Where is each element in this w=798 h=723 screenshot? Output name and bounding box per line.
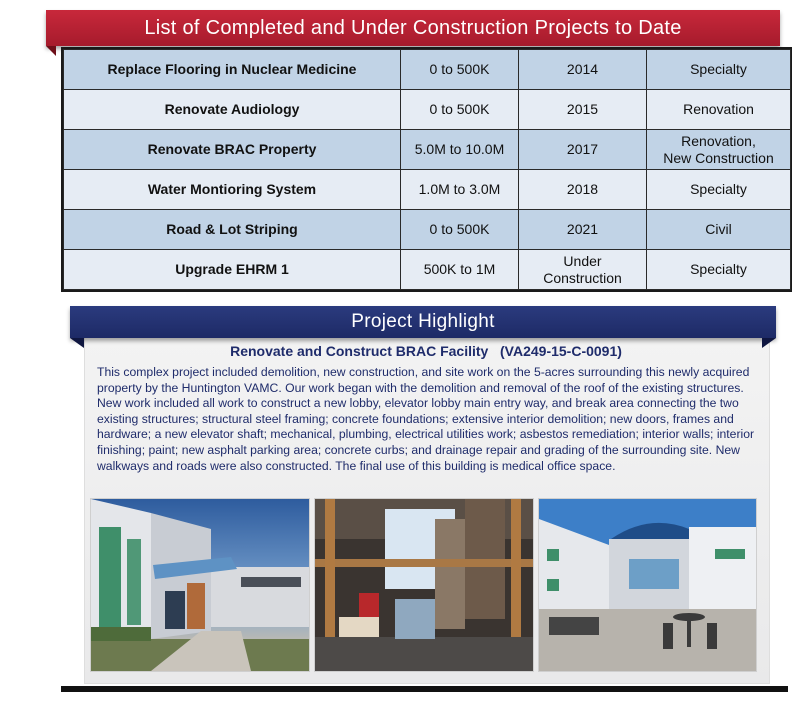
project-row [64, 50, 791, 90]
project-cost-cell: 0 to 500K [401, 210, 519, 250]
project-year-cell: 2017 [519, 130, 647, 170]
project-row [64, 170, 791, 210]
banner-fold-decoration [46, 46, 56, 56]
project-type-line: New Construction [663, 149, 774, 166]
projects-table-body [64, 50, 791, 290]
projects-table-container [61, 47, 792, 292]
project-highlight-description: This complex project included demolition, new construction, and site work on the 5-acres surrounding this newly acquired property by the Huntington VAMC. Our work began with the demolition and removal of the roof of the existing structures. New work included all work to construct a new lobby, elevator lobby main entry way, and break area connecting the two existing structures; structural steel framing; concrete foundations; extensive interior demolition; new doors, frames and hardware; a new elevator shaft; mechanical, plumbing, electrical utilities work; asbestos remediation; interior walls; interior finishing; paint; new asphalt parking area; concrete curbs; and drainage repair and grading of the surrounding site. New walkways and roads were also constructed. The final use of this building is medical office space. [97, 365, 755, 473]
project-name-cell: Replace Flooring in Nuclear Medicine [64, 50, 401, 90]
project-cost-cell: 5.0M to 10.0M [401, 130, 519, 170]
project-type-line: Specialty [690, 181, 747, 197]
project-year-cell: 2014 [519, 50, 647, 90]
project-type-line: Renovation [683, 101, 754, 117]
courtyard-patio-photo [538, 498, 757, 672]
project-cost-cell: 0 to 500K [401, 90, 519, 130]
projects-list-banner [46, 10, 780, 46]
project-name-cell: Water Montioring System [64, 170, 401, 210]
project-year-cell: Under Construction [519, 250, 647, 290]
bottom-divider [61, 686, 788, 692]
project-type-cell [647, 130, 791, 170]
project-type-cell [647, 170, 791, 210]
project-cost-cell: 500K to 1M [401, 250, 519, 290]
project-type-line: Renovation, [681, 132, 756, 149]
building-exterior-photo [90, 498, 310, 672]
project-year-cell: 2021 [519, 210, 647, 250]
project-row [64, 130, 791, 170]
project-name-cell: Renovate Audiology [64, 90, 401, 130]
project-highlight-subtitle: Renovate and Construct BRAC Facility (VA249-15-C-0091) [230, 343, 622, 359]
project-year-cell: 2018 [519, 170, 647, 210]
project-cost-cell: 1.0M to 3.0M [401, 170, 519, 210]
project-name-cell: Upgrade EHRM 1 [64, 250, 401, 290]
project-type-cell [647, 50, 791, 90]
project-year-cell: 2015 [519, 90, 647, 130]
banner-fold-left-decoration [70, 338, 84, 348]
projects-list-title: List of Completed and Under Construction Projects to Date [144, 16, 682, 39]
project-type-cell [647, 90, 791, 130]
project-highlight-heading: Project Highlight [351, 311, 495, 332]
project-type-line: Specialty [690, 61, 747, 77]
lobby-interior-photo [314, 498, 534, 672]
project-name-cell: Renovate BRAC Property [64, 130, 401, 170]
project-row [64, 250, 791, 290]
project-name-cell: Road & Lot Striping [64, 210, 401, 250]
project-highlight-banner [70, 306, 776, 338]
projects-table [63, 49, 791, 290]
project-type-line: Specialty [690, 261, 747, 277]
project-row [64, 210, 791, 250]
project-type-cell [647, 210, 791, 250]
project-type-line: Civil [705, 221, 732, 237]
project-type-cell [647, 250, 791, 290]
project-cost-cell: 0 to 500K [401, 50, 519, 90]
project-row [64, 90, 791, 130]
